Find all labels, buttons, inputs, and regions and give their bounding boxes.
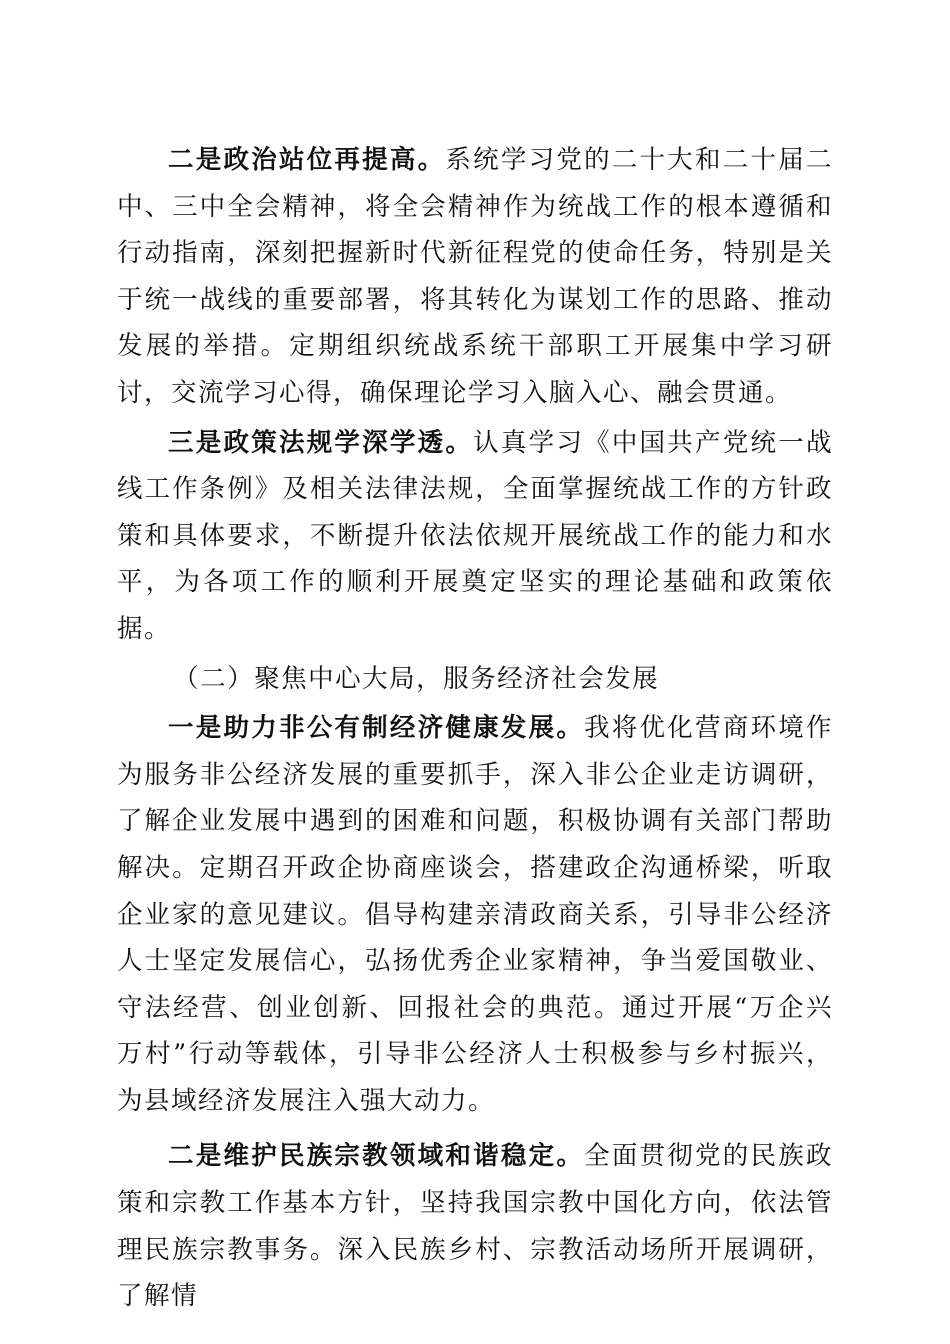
paragraph-policy-regulations	[117, 420, 833, 653]
document-body	[117, 137, 833, 1320]
paragraph-text: 我将优化营商环境作为服务非公经济发展的重要抓手，深入非公企业走访调研，了解企业发展中遇到的困难和问题，积极协调有关部门帮助解决。定期召开政企协商座谈会，搭建政企沟通桥梁，听取企业家的意见建议。倡导构建亲清政商关系，引导非公经济人士坚定发展信心，弘扬优秀企业家精神，争当爱国敬业、守法经营、创业创新、回报社会的典范。通过开展“万企兴万村”行动等载体，引导非公经济人士积极参与乡村振兴，为县域经济发展注入强大动力。	[117, 713, 833, 1116]
paragraph-political-stance	[117, 137, 833, 417]
paragraph-text: 认真学习《中国共产党统一战线工作条例》及相关法律法规，全面掌握统战工作的方针政策和具体要求，不断提升依法依规开展统战工作的能力和水平，为各项工作的顺利开展奠定坚实的理论基础和政策依据。	[117, 427, 833, 644]
paragraph-lead: 一是助力非公有制经济健康发展。	[168, 713, 585, 744]
paragraph-lead: 二是政治站位再提高。	[168, 145, 446, 175]
paragraph-ethnic-religious	[117, 1133, 833, 1319]
paragraph-text: 全面贯彻党的民族政策和宗教工作基本方针，坚持我国宗教中国化方向，依法管理民族宗教事务。深入民族乡村、宗教活动场所开展调研，了解情	[117, 1141, 833, 1312]
paragraph-lead: 二是维护民族宗教领域和谐稳定。	[168, 1141, 585, 1172]
paragraph-lead: 三是政策法规学深学透。	[168, 427, 474, 458]
paragraph-non-public-economy	[117, 705, 833, 1124]
paragraph-text: 系统学习党的二十大和二十届二中、三中全会精神，将全会精神作为统战工作的根本遵循和行动指南，深刻把握新时代新征程党的使命任务，特别是关于统一战线的重要部署，将其转化为谋划工作的思路、推动发展的举措。定期组织统战系统干部职工开展集中学习研讨，交流学习心得，确保理论学习入脑入心、融会贯通。	[117, 145, 833, 408]
section-heading: （二）聚焦中心大局，服务经济社会发展	[173, 663, 660, 694]
